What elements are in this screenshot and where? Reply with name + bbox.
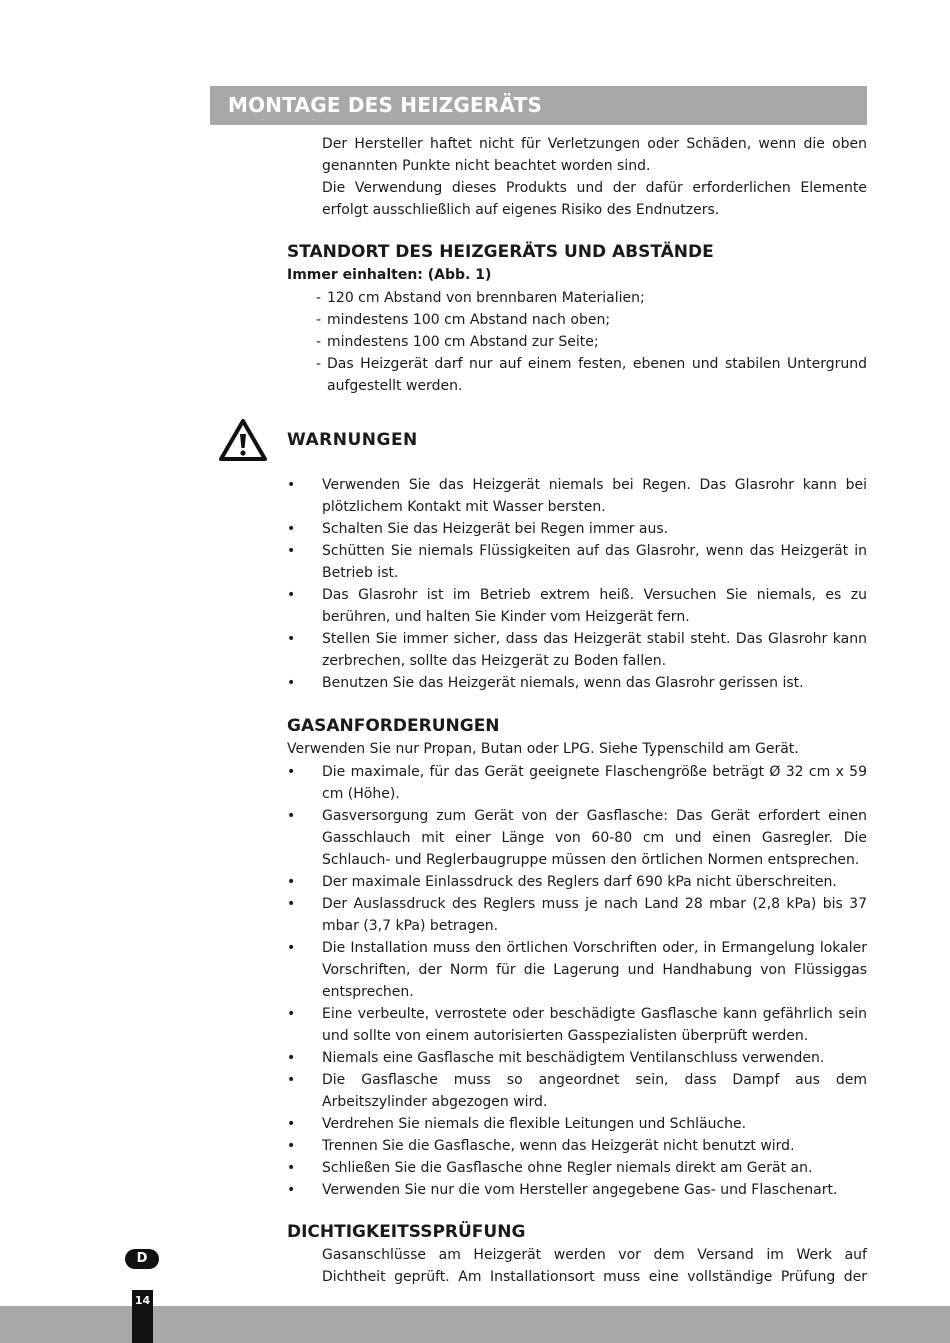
list-item: - 120 cm Abstand von brennbaren Materialien; [316,287,867,309]
dicht-line: Gasanschlüsse am Heizgerät werden vor dem Versand im Werk auf [322,1247,867,1263]
list-item: • Schütten Sie niemals Flüssigkeiten auf das Glasrohr, wenn das Heizgerät in Betrieb ist. [287,540,867,584]
dicht-text [322,1244,867,1288]
standort-list [316,287,867,397]
dicht-heading: DICHTIGKEITSSPRÜFUNG [287,1222,526,1242]
list-item: • Schließen Sie die Gasflasche ohne Regler niemals direkt am Gerät an. [287,1157,867,1179]
language-badge: D [125,1249,159,1269]
warnungen-list [287,474,867,694]
standort-subtitle: Immer einhalten: (Abb. 1) [287,267,492,283]
list-item: • Gasversorgung zum Gerät von der Gasflasche: Das Gerät erfordert einen Gasschlauch mit einer Länge von 60-80 cm und einen Gasregler. Die Schlauch- und Reglerbaugruppe müssen den örtlichen Normen entsprechen. [287,805,867,871]
list-item: • Trennen Sie die Gasflasche, wenn das Heizgerät nicht benutzt wird. [287,1135,867,1157]
list-item: • Der maximale Einlassdruck des Reglers darf 690 kPa nicht überschreiten. [287,871,867,893]
list-item: - Das Heizgerät darf nur auf einem festen, ebenen und stabilen Untergrund aufgestellt werden. [316,353,867,397]
dicht-line: Dichtheit geprüft. Am Installationsort muss eine vollständige Prüfung der [322,1269,867,1285]
intro-paragraph: Die Verwendung dieses Produkts und der dafür erforderlichen Elemente erfolgt ausschließlich auf eigenes Risiko des Endnutzers. [322,180,867,218]
page-title: MONTAGE DES HEIZGERÄTS [228,93,543,117]
list-item: • Die Gasflasche muss so angeordnet sein, dass Dampf aus dem Arbeitszylinder abgezogen wird. [287,1069,867,1113]
page-number: 14 [132,1290,153,1343]
list-item: • Verwenden Sie nur die vom Hersteller angegebene Gas- und Flaschenart. [287,1179,867,1201]
list-item: • Die maximale, für das Gerät geeignete Flaschengröße beträgt Ø 32 cm x 59 cm (Höhe). [287,761,867,805]
list-item: • Benutzen Sie das Heizgerät niemals, wenn das Glasrohr gerissen ist. [287,672,867,694]
list-item: • Die Installation muss den örtlichen Vorschriften oder, in Ermangelung lokaler Vorschriften, der Norm für die Lagerung und Handhabung von Flüssiggas entsprechen. [287,937,867,1003]
gas-intro: Verwenden Sie nur Propan, Butan oder LPG. Siehe Typenschild am Gerät. [287,741,799,757]
gas-list [287,761,867,1201]
list-item: • Schalten Sie das Heizgerät bei Regen immer aus. [287,518,867,540]
standort-heading: STANDORT DES HEIZGERÄTS UND ABSTÄNDE [287,242,714,262]
gas-heading: GASANFORDERUNGEN [287,716,500,736]
list-item: - mindestens 100 cm Abstand nach oben; [316,309,867,331]
section-header-bar [210,86,867,125]
intro-text [322,133,867,221]
list-item: • Verdrehen Sie niemals die flexible Leitungen und Schläuche. [287,1113,867,1135]
warning-triangle-icon [218,418,268,462]
intro-paragraph: Der Hersteller haftet nicht für Verletzungen oder Schäden, wenn die oben genannten Punkte nicht beachtet worden sind. [322,136,867,174]
warnungen-heading: WARNUNGEN [287,430,418,450]
list-item: • Der Auslassdruck des Reglers muss je nach Land 28 mbar (2,8 kPa) bis 37 mbar (3,7 kPa) betragen. [287,893,867,937]
list-item: - mindestens 100 cm Abstand zur Seite; [316,331,867,353]
list-item: • Verwenden Sie das Heizgerät niemals bei Regen. Das Glasrohr kann bei plötzlichem Kontakt mit Wasser bersten. [287,474,867,518]
list-item: • Das Glasrohr ist im Betrieb extrem heiß. Versuchen Sie niemals, es zu berühren, und halten Sie Kinder vom Heizgerät fern. [287,584,867,628]
list-item: • Stellen Sie immer sicher, dass das Heizgerät stabil steht. Das Glasrohr kann zerbrechen, sollte das Heizgerät zu Boden fallen. [287,628,867,672]
list-item: • Eine verbeulte, verrostete oder beschädigte Gasflasche kann gefährlich sein und sollte von einem autorisierten Gasspezialisten überprüft werden. [287,1003,867,1047]
list-item: • Niemals eine Gasflasche mit beschädigtem Ventilanschluss verwenden. [287,1047,867,1069]
